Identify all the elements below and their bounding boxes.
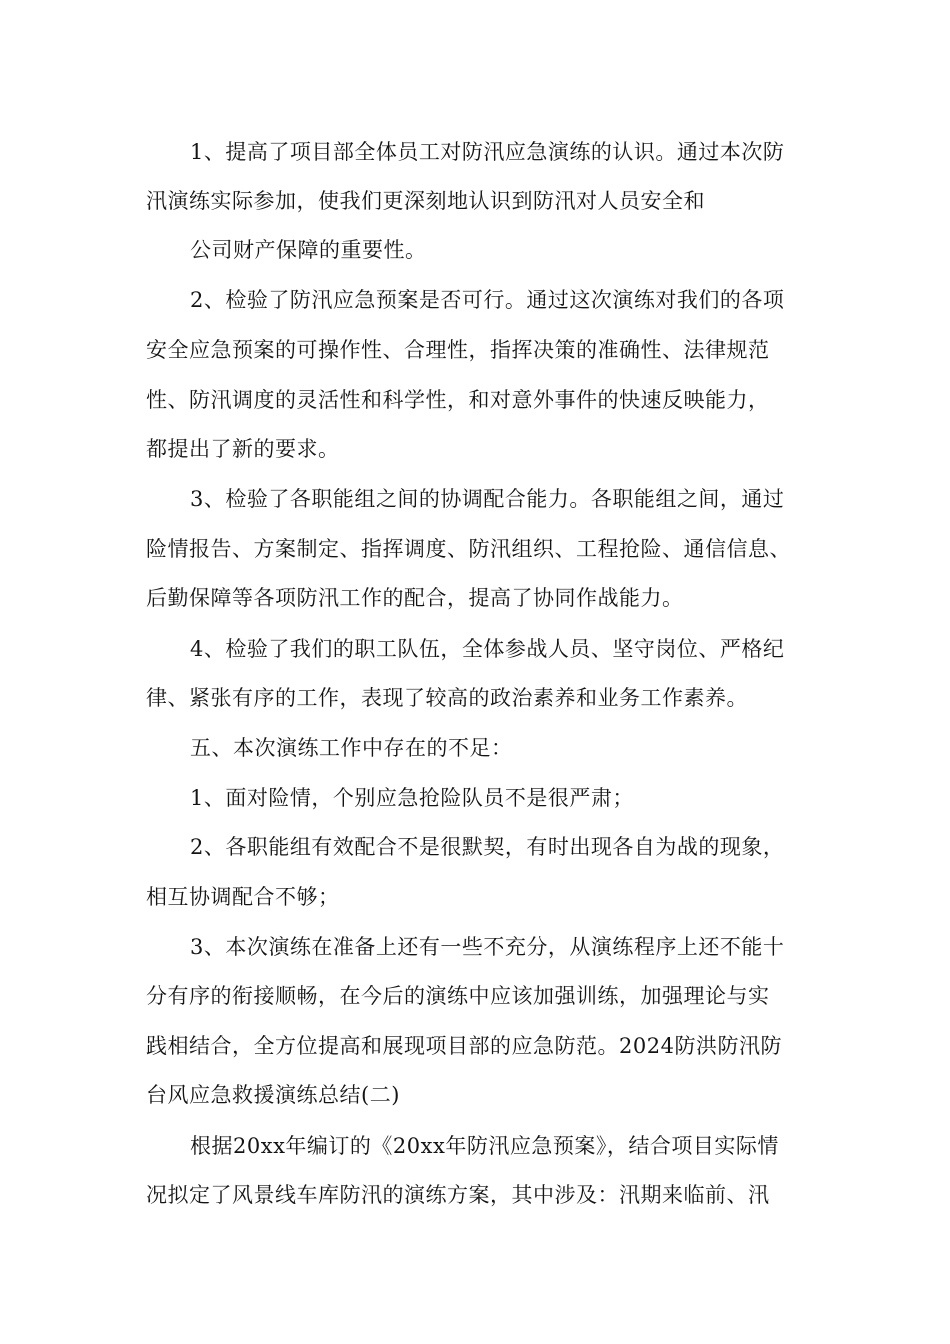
text-line: 后勤保障等各项防汛工作的配合，提高了协同作战能力。 xyxy=(146,586,684,610)
text-line: 3、本次演练在准备上还有一些不充分，从演练程序上还不能十 xyxy=(190,935,785,959)
text-line: 2、检验了防汛应急预案是否可行。通过这次演练对我们的各项 xyxy=(190,288,785,312)
text-line: 1、面对险情，个别应急抢险队员不是很严肃； xyxy=(190,786,634,810)
text-line: 险情报告、方案制定、指挥调度、防汛组织、工程抢险、通信信息、 xyxy=(146,537,791,561)
text-line: 台风应急救援演练总结(二) xyxy=(146,1083,400,1107)
text-line: 2、各职能组有效配合不是很默契，有时出现各自为战的现象， xyxy=(190,835,785,859)
text-line: 汛演练实际参加，使我们更深刻地认识到防汛对人员安全和 xyxy=(146,189,705,213)
text-line: 根据20xx年编订的《20xx年防汛应急预案》，结合项目实际情 xyxy=(190,1134,779,1158)
text-line: 都提出了新的要求。 xyxy=(146,437,340,461)
text-line: 性、防汛调度的灵活性和科学性，和对意外事件的快速反映能力， xyxy=(146,388,770,412)
text-line: 五、本次演练工作中存在的不足： xyxy=(190,736,513,760)
text-line: 公司财产保障的重要性。 xyxy=(190,238,427,262)
text-line: 分有序的衔接顺畅，在今后的演练中应该加强训练，加强理论与实 xyxy=(146,984,770,1008)
text-line: 1、提高了项目部全体员工对防汛应急演练的认识。通过本次防 xyxy=(190,140,785,164)
text-line: 践相结合，全方位提高和展现项目部的应急防范。2024防洪防汛防 xyxy=(146,1034,782,1058)
text-line: 3、检验了各职能组之间的协调配合能力。各职能组之间，通过 xyxy=(190,487,785,511)
text-line: 相互协调配合不够； xyxy=(146,885,340,909)
text-line: 况拟定了风景线车库防汛的演练方案，其中涉及：汛期来临前、汛 xyxy=(146,1183,770,1207)
text-line: 4、检验了我们的职工队伍，全体参战人员、坚守岗位、严格纪 xyxy=(190,637,785,661)
text-line: 安全应急预案的可操作性、合理性，指挥决策的准确性、法律规范 xyxy=(146,338,770,362)
text-line: 律、紧张有序的工作，表现了较高的政治素养和业务工作素养。 xyxy=(146,686,748,710)
